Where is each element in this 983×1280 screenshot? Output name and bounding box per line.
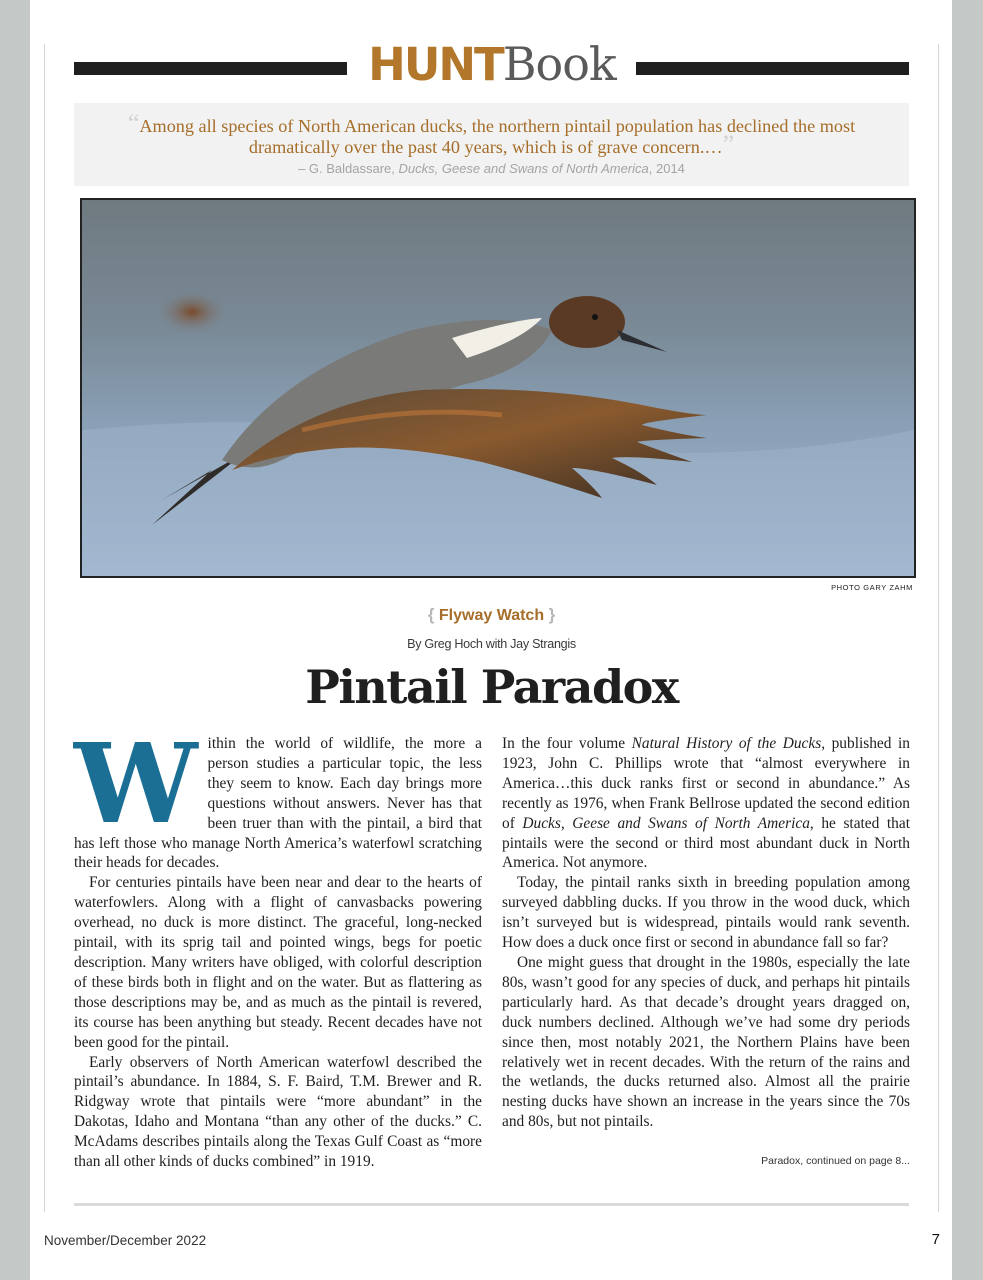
article-title: Pintail Paradox: [305, 660, 678, 714]
attribution-year: , 2014: [648, 161, 685, 176]
frame-line-left: [44, 44, 45, 1212]
p4-part-b: , published in 1923, John C. Phillips wrote that “almost everywhere in America…this duck ranks first or second in abundance.” As recently as 1976, when Frank Bellrose updated the second edition of: [502, 735, 910, 832]
photo-credit: [700, 583, 913, 592]
pull-quote-box: [74, 103, 909, 186]
frame-line-right: [938, 44, 939, 1212]
pull-quote-text: Among all species of North American ducks, the northern pintail population has declined the most dramatically over the past 40 years, which is of grave concern.…: [139, 116, 856, 157]
kicker-open-brace: {: [427, 605, 435, 624]
continued-note: Paradox, continued on page 8...: [761, 1155, 910, 1167]
bottom-rule: [74, 1203, 909, 1206]
pintail-photo: [80, 198, 916, 578]
masthead: [74, 36, 909, 92]
section-kicker: [0, 605, 983, 625]
footer-page-number: 7: [931, 1231, 940, 1248]
paragraph-1: [74, 719, 482, 873]
pull-quote: [104, 109, 879, 159]
paragraph-4: [502, 734, 910, 873]
p4-part-c: , he stated that pintails were the second or third most abundant duck in North America. Not anymore.: [502, 814, 910, 872]
drop-cap: W: [74, 719, 198, 848]
paragraph-1-text: ithin the world of wildlife, the more a person studies a particular topic, the less they seem to know. Each day brings more questions without answers. Never has that been truer than with the pintail, a bird that has left those who manage North America’s waterfowl scratching their heads for decades.: [74, 735, 482, 872]
article-column-left: [74, 719, 482, 1172]
paragraph-5: Today, the pintail ranks sixth in breeding population among surveyed dabbling ducks. If you throw in the wood duck, which isn’t surveyed but is widespread, pintails would rank seventh. How does a duck once first or second in abundance fall so far?: [502, 874, 910, 952]
footer-issue-date: November/December 2022: [44, 1233, 207, 1248]
masthead-logo: [357, 36, 627, 103]
p4-part-a: In the four volume: [502, 735, 632, 752]
paragraph-2: For centuries pintails have been near and dear to the hearts of waterfowlers. Along with a flight of canvasbacks powering overhead, no duck is more distinct. The graceful, long-necked pintail, with its sprig tail and pointed wings, begs for poetic description. Many writers have obliged, with colorful description of these birds both in flight and on the water. But as flattering as those descriptions may be, and as much as the pintail is revered, its course has been anything but steady. Recent decades have not been good for the pintail.: [74, 874, 482, 1051]
paragraph-6: One might guess that drought in the 1980s, especially the late 80s, wasn’t good for any species of duck, and perhaps hit pintails particularly hard. As that decade’s drought years dragged on, duck numbers declined. Although we’ve had some dry periods since then, most notably 2021, the Northern Plains have been relatively wet in recent decades. With the return of the rains and the wetlands, the ducks returned also. Almost all the prairie nesting ducks have shown an increase in the years since the 70s and 80s, but not pintails.: [502, 953, 910, 1131]
attribution-author: – G. Baldassare,: [298, 161, 399, 176]
open-quote-mark: “: [127, 109, 140, 138]
kicker-close-brace: }: [548, 605, 556, 624]
p4-book-title-2: Ducks, Geese and Swans of North America: [522, 814, 810, 832]
paragraph-3: Early observers of North American waterfowl described the pintail’s abundance. In 1884, S. F. Baird, T.M. Brewer and R. Ridgway wrote that pintails were “more abundant” in the Dakotas, Idaho and Montana “than any other of the ducks.” C. McAdams describes pintails along the Texas Gulf Coast as “more than all other kinds of ducks combined” in 1919.: [74, 1053, 482, 1171]
close-quote-mark: ”: [722, 130, 735, 159]
photo-credit-text: PHOTO GARY ZAHM: [831, 583, 913, 592]
p4-book-title-1: Natural History of the Ducks: [631, 735, 822, 752]
pintail-photo-illustration: [82, 200, 914, 576]
article-column-right: [502, 734, 910, 1132]
masthead-rule-left: [74, 62, 347, 75]
kicker-label: Flyway Watch: [438, 607, 545, 624]
byline: By Greg Hoch with Jay Strangis: [407, 637, 576, 651]
pull-quote-attribution: [74, 161, 909, 176]
attribution-book-title: Ducks, Geese and Swans of North America: [398, 161, 649, 176]
masthead-rule-right: [636, 62, 909, 75]
masthead-brand-light: Book: [502, 37, 616, 91]
masthead-brand-bold: HUNT: [368, 38, 503, 91]
